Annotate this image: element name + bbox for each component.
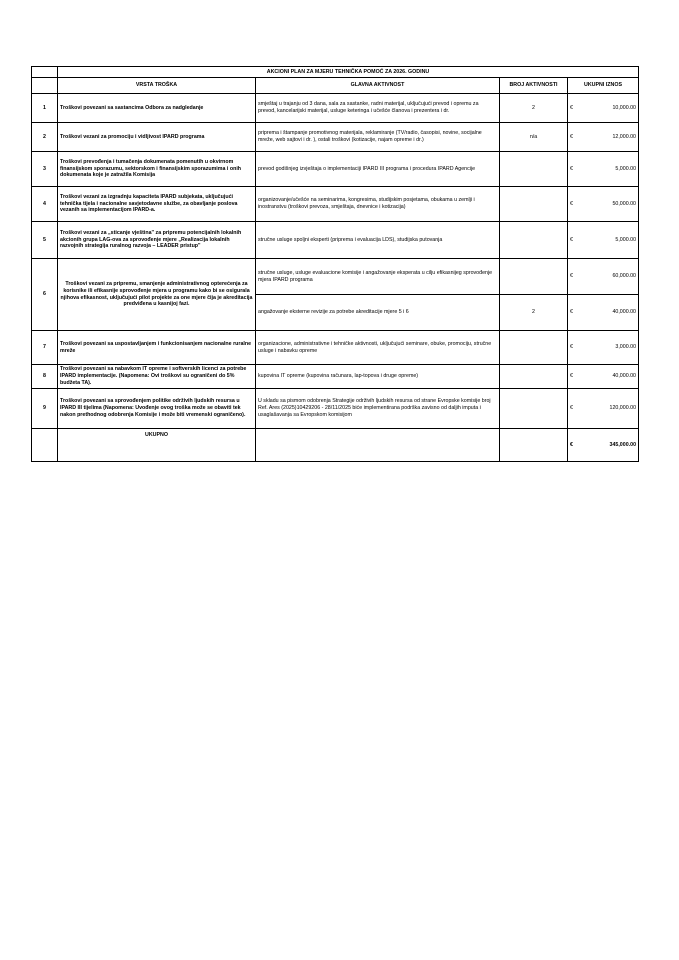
header-iznos: UKUPNI IZNOS <box>568 78 639 94</box>
title-corner <box>32 67 58 78</box>
amount-cell <box>568 123 639 152</box>
activity-count <box>500 331 568 365</box>
table-row <box>32 187 639 222</box>
main-activity: smještaj u trajanju od 3 dana, sala za sastanke, radni materijal, uključujući prevod i opremu za prevod, kancelarijski materijal, usluge keteringa i učešće članova i prezentera i dr. <box>256 94 500 123</box>
currency-symbol: € <box>570 373 573 380</box>
row-number: 6 <box>32 259 58 331</box>
amount-cell <box>568 389 639 429</box>
table-row <box>32 365 639 389</box>
total-currency: € <box>570 441 573 448</box>
amount-value: 12,000.00 <box>612 133 637 140</box>
table-body <box>32 94 639 429</box>
activity-count: 2 <box>500 94 568 123</box>
activity-count <box>500 389 568 429</box>
activity-count <box>500 259 568 295</box>
cost-type: Troškovi povezani sa uspostavljanjem i funkcionisanjem nacionalne ruralne mreže <box>58 331 256 365</box>
amount-value: 40,000.00 <box>612 373 637 380</box>
cost-type: Troškovi vezani za „sticanje vještina" za pripremu potencijalnih lokalnih akcionih grupa LAG-ova za sprovođenje mjere „Realizacija lokalnih razvojnih strategija ruralnog razvoja – LEADER pristup" <box>58 222 256 259</box>
activity-count <box>500 222 568 259</box>
activity-count: 2 <box>500 295 568 331</box>
table-row <box>32 331 639 365</box>
main-activity: angažovanje eksterne revizije za potrebe akreditacije mjere 5 i 6 <box>256 295 500 331</box>
amount-value: 120,000.00 <box>609 405 637 412</box>
header-broj: BROJ AKTIVNOSTI <box>500 78 568 94</box>
cost-type: Troškovi vezani za izgradnju kapaciteta IPARD subjekata, uključujući tehnička tijela i nacionalne savjetodavne službe, za obavljanje poslova vezanih sa implementacijom IPARD-a. <box>58 187 256 222</box>
table-row <box>32 259 639 295</box>
table-row <box>32 94 639 123</box>
cost-type: Troškovi povezani sa nabavkom IT opreme i softverskih licenci za potrebe IPARD implementacije. (Napomena: Ovi troškovi su ograničeni do 5% budžeta TA). <box>58 365 256 389</box>
total-no <box>32 429 58 462</box>
total-label: UKUPNO <box>58 429 256 462</box>
main-activity: organizacione, administrativne i tehničke aktivnosti, uključujući seminare, obuke, promociju, stručne usluge i nabavku opreme <box>256 331 500 365</box>
activity-count <box>500 365 568 389</box>
currency-symbol: € <box>570 165 573 172</box>
total-amount: 345,000.00 <box>609 441 637 448</box>
main-activity: kupovina IT opreme (kupovina računara, lap-topova i druge opreme) <box>256 365 500 389</box>
header-aktivnost: GLAVNA AKTIVNOST <box>256 78 500 94</box>
activity-count <box>500 187 568 222</box>
main-activity: stručne usluge, usluge evaluacione komisije i angažovanje eksperata u cilju efikasnijeg sprovođenje mjera IPARD programa <box>256 259 500 295</box>
cost-type: Troškovi povezani sa sprovođenjem politike održivih ljudskih resursa u IPARD III tijelima (Napomena: Uvođenje ovog troška može se obaviti tek nakon prethodnog odobrenja Komisije i može biti vremenski ograničeno). <box>58 389 256 429</box>
row-number: 3 <box>32 152 58 187</box>
main-activity: prevod godišnjeg izvještaja o implementaciji IPARD III programa i procedura IPARD Agencije <box>256 152 500 187</box>
row-number: 8 <box>32 365 58 389</box>
currency-symbol: € <box>570 405 573 412</box>
currency-symbol: € <box>570 200 573 207</box>
row-number: 4 <box>32 187 58 222</box>
table-row <box>32 222 639 259</box>
row-number: 1 <box>32 94 58 123</box>
amount-value: 3,000.00 <box>615 344 637 351</box>
currency-symbol: € <box>570 344 573 351</box>
amount-cell <box>568 187 639 222</box>
amount-cell <box>568 94 639 123</box>
activity-count: n/a <box>500 123 568 152</box>
amount-cell <box>568 222 639 259</box>
amount-value: 40,000.00 <box>612 309 637 316</box>
main-activity: organizovanje/učešće na seminarima, kongresima, studijskim posjetama, obukama u zemlji i inostranstvu (troškovi prevoza, smještaja, dnevnice i kotizacija) <box>256 187 500 222</box>
currency-symbol: € <box>570 273 573 280</box>
amount-value: 10,000.00 <box>612 104 637 111</box>
amount-cell <box>568 152 639 187</box>
cost-type: Troškovi povezani sa sastancima Odbora za nadgledanje <box>58 94 256 123</box>
amount-cell <box>568 295 639 331</box>
table-row <box>32 123 639 152</box>
currency-symbol: € <box>570 309 573 316</box>
header-no <box>32 78 58 94</box>
row-number: 7 <box>32 331 58 365</box>
activity-count <box>500 152 568 187</box>
main-activity: stručne usluge spoljni eksperti (priprema i evaluacija LDS), studijska putovanja <box>256 222 500 259</box>
amount-cell <box>568 331 639 365</box>
total-row <box>32 429 639 462</box>
main-activity: U skladu sa pismom odobrenja Strategije održivih ljudskih resursa od strane Evropske komisije broj Ref. Ares (2025)10429206 - 28/11/2025 biće implementirana podrška zavisno od daljih imputa i usaglašavanja sa Evropskom komisijom <box>256 389 500 429</box>
total-amount-cell <box>568 429 639 462</box>
amount-cell <box>568 365 639 389</box>
amount-cell <box>568 259 639 295</box>
main-activity: priprema i štampanje promotivnog materijala, reklamiranje (TV/radio, časopisi, novine, socijalne mreže, web sajtovi i dr. ), ostali troškovi (kotizacije, najam opreme i dr.) <box>256 123 500 152</box>
cost-type: Troškovi vezani za promociju i vidljivost IPARD programa <box>58 123 256 152</box>
amount-value: 50,000.00 <box>612 200 637 207</box>
table-title: AKCIONI PLAN ZA MJERU TEHNIČKA POMOĆ ZA 2026. GODINU <box>58 67 639 78</box>
row-number: 2 <box>32 123 58 152</box>
header-vrsta: VRSTA TROŠKA <box>58 78 256 94</box>
total-count <box>500 429 568 462</box>
amount-value: 60,000.00 <box>612 273 637 280</box>
cost-type: Troškovi vezani za pripremu, smanjenje administrativnog opterećenja za korisnike ili efikasnije sprovođenje mjera u programu kako bi se osigurala njihova efikasnost, uključujući pilot projekte za one mjere čija je akreditacija predviđena u kasnijoj fazi. <box>58 259 256 331</box>
currency-symbol: € <box>570 104 573 111</box>
row-number: 9 <box>32 389 58 429</box>
cost-type: Troškovi prevođenja i tumačenja dokumenata pomenutih u okvirnom finansijskom sporazumu, sektorskom i finansijskim sporazumima i onih dokumenata koje je zatražila Komisija <box>58 152 256 187</box>
table-row <box>32 152 639 187</box>
total-activity <box>256 429 500 462</box>
amount-value: 5,000.00 <box>615 236 637 243</box>
amount-value: 5,000.00 <box>615 165 637 172</box>
currency-symbol: € <box>570 133 573 140</box>
table-row <box>32 389 639 429</box>
action-plan-table <box>31 66 639 462</box>
currency-symbol: € <box>570 236 573 243</box>
row-number: 5 <box>32 222 58 259</box>
